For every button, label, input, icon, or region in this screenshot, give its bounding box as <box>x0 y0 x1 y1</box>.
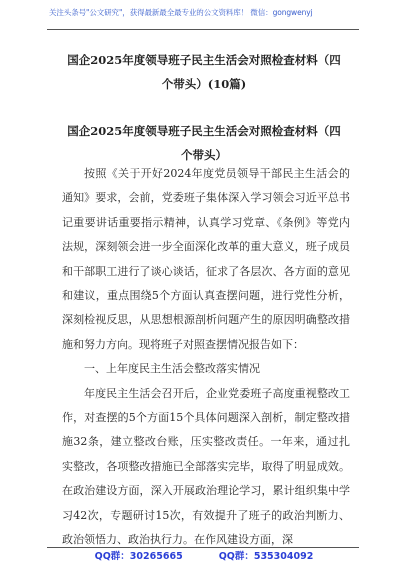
footer-divider <box>47 547 359 548</box>
header-divider <box>47 29 359 30</box>
paragraph-rectification: 年度民主生活会召开后，企业党委班子高度重视整改工作，对查摆的5个方面15个具体问题深入剖析，制定整改措施32条，建立整改台账，压实整改责任。一年来，通过扎实整改，各项整改措施已全部落实完毕，取得了明显成效。在政治建设方面，深入开展政治理论学习，累计组织集中学习42次，专题研讨15次，有效提升了班子的政治判断力、政治领悟力、政治执行力。在作风建设方面，深 <box>62 386 350 547</box>
header-promo-text: 关注头条号"公文研究"，获得最新最全最专业的公文资料库！ 微信：gongwenyj <box>49 8 313 17</box>
footer-qq-group-1: QQ群：30265665 <box>94 551 183 562</box>
document-body <box>62 162 350 553</box>
paragraph-heading-1: 一、上年度民主生活会整改落实情况 <box>84 362 260 376</box>
footer-contact <box>0 550 408 564</box>
cover-title: 国企2025年度领导班子民主生活会对照检查材料（四个带头）(10篇) <box>67 53 341 91</box>
paragraph-intro: 按照《关于开好2024年度党员领导干部民主生活会的通知》要求，会前，党委班子集体深入学习领会习近平总书记重要讲话重要指示精神，认真学习党章、《条例》等党内法规，深刻领会进一步全面深化改革的重大意义，班子成员和干部职工进行了谈心谈话，征求了各层次、各方面的意见和建议，重点围绕5个方面认真查摆问题，进行党性分析，深刻检视反思，从思想根源剖析问题产生的原因明确整改措施和努力方向。现将班子对照查摆情况报告如下： <box>62 167 350 351</box>
footer-qq-group-2: QQ群：535304092 <box>218 551 314 562</box>
section-title: 国企2025年度领导班子民主生活会对照检查材料（四个带头） <box>67 124 341 162</box>
